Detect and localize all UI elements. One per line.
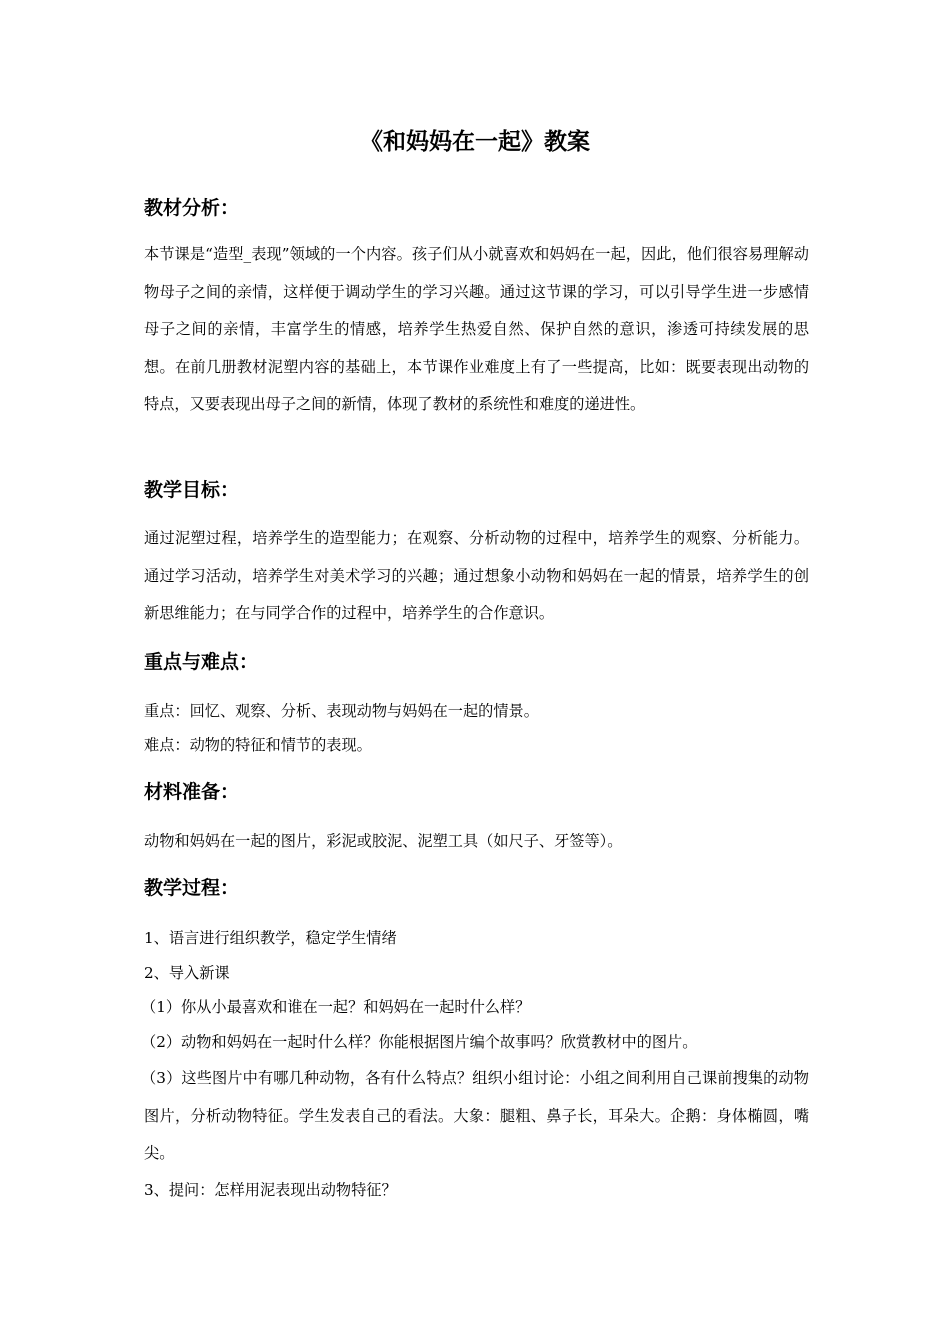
heading-analysis: 教材分析：: [144, 197, 240, 219]
goals-paragraph: 通过泥塑过程，培养学生的造型能力；在观察、分析动物的过程中，培养学生的观察、分析能力。通过学习活动，培养学生对美术学习的兴趣；通过想象小动物和妈妈在一起的情景，培养学生的创新思维能力；在与同学合作的过程中，培养学生的合作意识。: [144, 529, 809, 622]
process-sub-1: （1）你从小最喜欢和谁在一起？和妈妈在一起时什么样？: [141, 998, 531, 1016]
document-title: 《和妈妈在一起》教案: [360, 129, 590, 155]
section-process-body: [141, 921, 809, 1207]
process-sub-2: （2）动物和妈妈在一起时什么样？你能根据图片编个故事吗？欣赏教材中的图片。: [141, 1032, 698, 1051]
process-sub-3: （3）这些图片中有哪几种动物，各有什么特点？组织小组讨论：小组之间利用自己课前搜集的动物图片，分析动物特征。学生发表自己的看法。大象：腿粗、鼻子长，耳朵大。企鹅：身体椭圆，嘴尖。: [141, 1069, 809, 1162]
section-materials-body: [144, 824, 809, 858]
section-goals-body: [144, 520, 809, 633]
process-step-1: 1、语言进行组织教学，稳定学生情绪: [144, 929, 397, 947]
heading-materials: 材料准备：: [144, 781, 240, 803]
section-materials: [144, 777, 809, 807]
section-goals: [144, 475, 809, 505]
materials-line: 动物和妈妈在一起的图片，彩泥或胶泥、泥塑工具（如尺子、牙签等）。: [144, 832, 623, 850]
analysis-paragraph: 本节课是“造型_表现”领域的一个内容。孩子们从小就喜欢和妈妈在一起，因此，他们很容易理解动物母子之间的亲情，这样便于调动学生的学习兴趣。通过这节课的学习，可以引导学生进一步感情母子之间的亲情，丰富学生的情感，培养学生热爱自然、保护自然的意识，渗透可持续发展的思想。在前几册教材泥塑内容的基础上，本节课作业难度上有了一些提高，比如：既要表现出动物的特点，又要表现出母子之间的新情，体现了教材的系统性和难度的递进性。: [144, 245, 809, 413]
section-key-points-body: [144, 694, 809, 762]
process-step-3: 3、提问：怎样用泥表现出动物特征？: [144, 1180, 397, 1199]
section-key-points: [144, 647, 809, 677]
heading-goals: 教学目标：: [144, 479, 240, 501]
section-analysis-body: [144, 236, 809, 424]
section-process: [144, 873, 809, 903]
heading-key-points: 重点与难点：: [144, 651, 259, 673]
section-analysis: [144, 193, 809, 223]
difficulty-line: 难点：动物的特征和情节的表现。: [144, 736, 372, 754]
process-step-2: 2、导入新课: [144, 963, 230, 982]
focus-line: 重点：回忆、观察、分析、表现动物与妈妈在一起的情景。: [144, 702, 539, 720]
heading-process: 教学过程：: [144, 877, 240, 899]
